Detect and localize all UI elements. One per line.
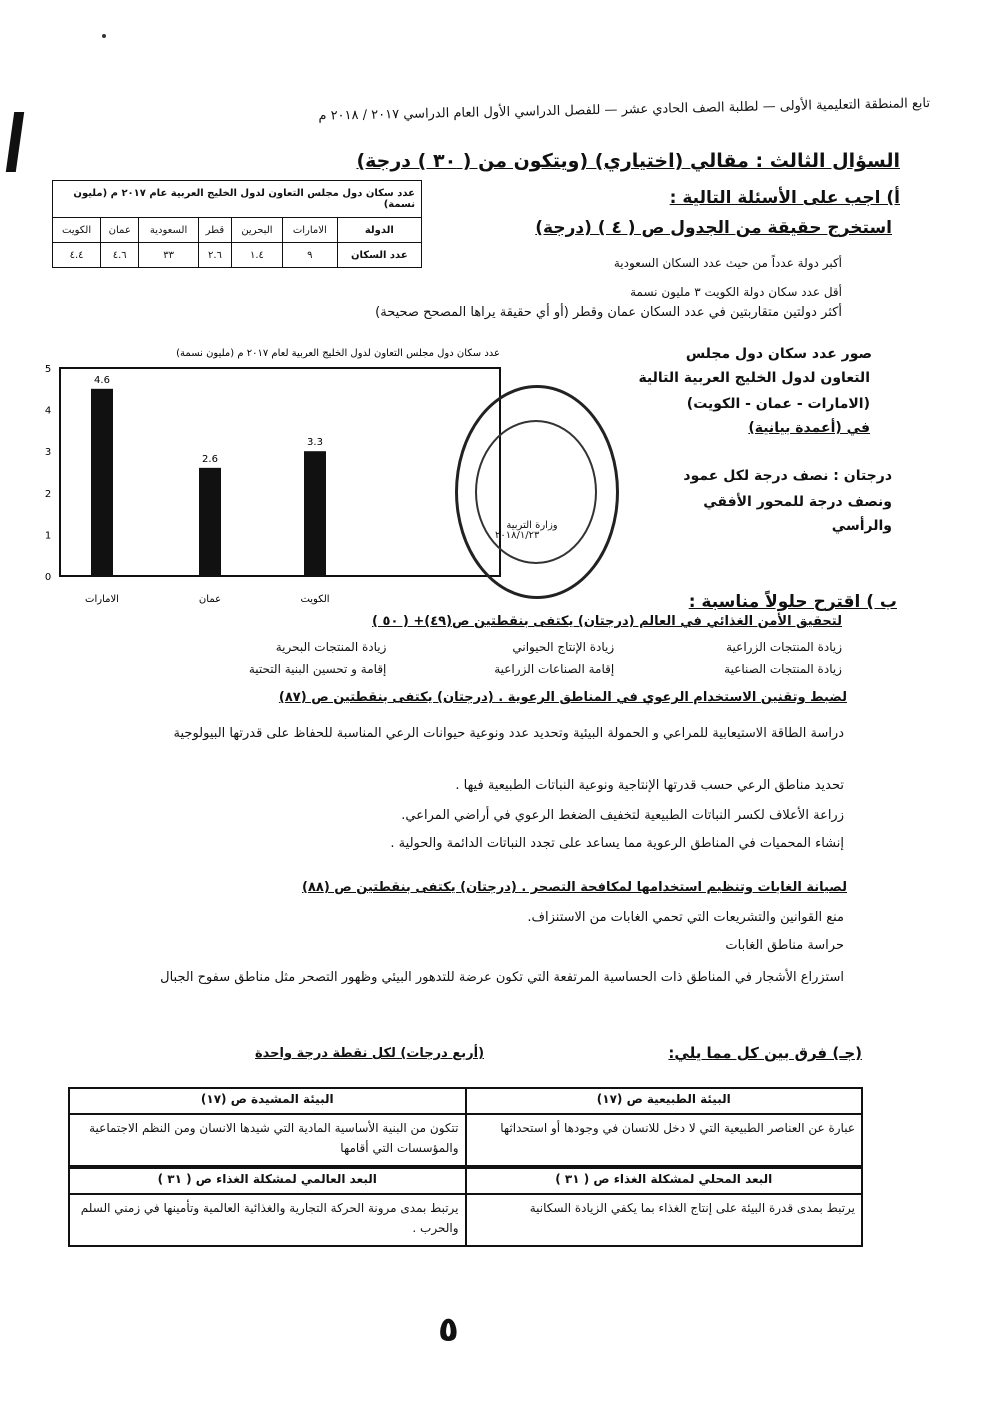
cell-head: البعد المحلي لمشكلة الغذاء ص ( ٣١ ) [466, 1167, 863, 1194]
table-col-header: الدولة [337, 218, 421, 243]
list-item: زيادة الإنتاج الحيواني [512, 640, 615, 654]
exam-header: تابع المنطقة التعليمية الأولى — لطلبة الصف الحادي عشر — للفصل الدراسي الأول العام الدراسي ٢٠١٧ / ٢٠١٨ م [318, 96, 931, 124]
stamp-inner-ring [475, 420, 597, 564]
step-4-line: في (أعمدة بيانية) [748, 420, 870, 436]
part-1-row [162, 662, 842, 676]
grade-note: ونصف درجة للمحور الأفقي [703, 494, 892, 510]
section-b-heading: ب ) اقترح حلولاً مناسبة : [688, 592, 897, 612]
question-title: السؤال الثالث : مقالي (اختياري) (ويتكون من ( ٣٠ ) درجة) [356, 150, 900, 172]
plot-frame [60, 368, 500, 576]
category-label: عمان [198, 594, 222, 605]
part-3-heading: لصيانة الغابات وتنظيم استخدامها لمكافحة التصحر . (درجتان) يكتفى بنقطتين ص (٨٨) [301, 880, 847, 895]
section-c-heading: (جـ) فرق بين كل مما يلي: [668, 1044, 862, 1062]
part-1-row [162, 640, 842, 654]
table-cell: ٩ [282, 243, 337, 268]
list-item: زيادة المنتجات الزراعية [726, 640, 842, 654]
page-number: ٥ [438, 1310, 459, 1350]
y-tick-label: 3 [44, 447, 52, 459]
answer-2: أقل عدد سكان دولة الكويت ٣ مليون نسمة [630, 285, 842, 299]
category-label: الامارات [85, 594, 119, 605]
section-a-heading: أ) اجب على الأسئلة التالية : [669, 188, 900, 208]
bar-value-label: 2.6 [202, 453, 218, 465]
stamp-date: ٢٠١٨/١/٢٣ [495, 530, 540, 541]
list-item: زيادة المنتجات البحرية [275, 640, 387, 654]
step-4-line: التعاون لدول الخليج العربية التالية [638, 370, 870, 386]
bar-value-label: 4.6 [94, 374, 110, 386]
chart-bar [91, 389, 113, 576]
table-cell: ٤.٦ [101, 243, 139, 268]
table-col-header: السعودية [139, 218, 199, 243]
grade-note: درجتان : نصف درجة لكل عمود [683, 468, 892, 484]
category-label: الكويت [300, 594, 330, 605]
step-4-line: صور عدد سكان دول مجلس [685, 346, 872, 362]
corner-mark [6, 112, 24, 172]
y-tick-label: 0 [44, 572, 52, 583]
part-1-heading: لتحقيق الأمن الغذائي في العالم (درجتان) يكتفى بنقطتين ص(٤٩)+ ( ٥٠ ) [372, 614, 842, 629]
table-cell: ١.٤ [231, 243, 282, 268]
table-col-header: عمان [101, 218, 139, 243]
table-col-header: الكويت [53, 218, 101, 243]
cell-body: عبارة عن العناصر الطبيعية التي لا دخل للانسان في وجودها أو استحداثها [466, 1114, 863, 1167]
table-cell: ٤.٤ [53, 243, 101, 268]
list-item: استزراع الأشجار في المناطق ذات الحساسية المرتفعة التي تكون عرضة للتدهور البيئي وظهور التصحر مثل مناطق سفوح الجبال [160, 970, 844, 985]
answer-3: أكثر دولتين متقاربتين في عدد السكان عمان وقطر (أو أي حقيقة يراها المصحح صحيحة) [375, 305, 842, 320]
cell-head: البيئة المشيدة ص (١٧) [69, 1088, 466, 1114]
table-col-header: البحرين [231, 218, 282, 243]
table-row-label: عدد السكان [337, 243, 421, 268]
y-tick-label: 5 [44, 364, 52, 375]
table-col-header: الامارات [282, 218, 337, 243]
cell-head: البعد العالمي لمشكلة الغذاء ص ( ٣١ ) [69, 1167, 466, 1194]
chart-title: عدد سكان دول مجلس التعاون لدول الخليج العربية لعام ٢٠١٧ م (مليون نسمة) [176, 348, 500, 359]
answer-1: أكبر دولة عدداً من حيث عدد السكان السعودية [613, 256, 842, 270]
list-item: زيادة المنتجات الصناعية [724, 662, 842, 676]
list-item: إقامة و تحسين البنية التحتية [248, 662, 387, 676]
y-tick-label: 2 [44, 488, 52, 500]
list-item: دراسة الطاقة الاستيعابية للمراعي و الحمولة البيئية وتحديد عدد ونوعية حيوانات الرعي المناسبة للحفاظ على قدرتها البيولوجية [173, 726, 844, 741]
grade-note: والرأسي [831, 518, 892, 534]
part-2-heading: لضبط وتقنين الاستخدام الرعوي في المناطق الرعوية . (درجتان) يكتفى بنقطتين ص (٨٧) [278, 690, 847, 705]
population-table [52, 180, 422, 268]
list-item: إنشاء المحميات في المناطق الرعوية مما يساعد على تجدد النباتات الدائمة والحولية . [390, 836, 844, 851]
speck [102, 34, 106, 38]
stamp-text: وزارة التربية [506, 520, 558, 531]
chart-bar [199, 468, 221, 576]
comparison-table [68, 1087, 863, 1247]
section-c-grade: (أربع درجات) لكل نقطة درجة واحدة [255, 1046, 485, 1061]
question-1: استخرج حقيقة من الجدول ص ( ٤ ) (درجة) [535, 218, 892, 238]
table-cell: ٣٣ [139, 243, 199, 268]
cell-body: يرتبط بمدى قدرة البيئة على إنتاج الغذاء بما يكفي الزيادة السكانية [466, 1194, 863, 1246]
table-title: عدد سكان دول مجلس التعاون لدول الخليج العربية عام ٢٠١٧ م (مليون نسمة) [53, 181, 422, 218]
cell-body: تتكون من البنية الأساسية المادية التي شيدها الانسان ومن النظم الاجتماعية والمؤسسات التي أقامها [69, 1114, 466, 1167]
list-item: إقامة الصناعات الزراعية [494, 662, 615, 676]
table-cell: ٢.٦ [198, 243, 231, 268]
step-4-line: (الامارات - عمان - الكويت) [686, 396, 870, 412]
population-bar-chart [40, 340, 510, 610]
y-tick-label: 4 [44, 405, 52, 417]
list-item: منع القوانين والتشريعات التي تحمي الغابات من الاستنزاف. [527, 910, 844, 925]
list-item: تحديد مناطق الرعي حسب قدرتها الإنتاجية ونوعية النباتات الطبيعية فيها . [455, 778, 844, 793]
chart-bar [304, 451, 326, 576]
cell-body: يرتبط بمدى مرونة الحركة التجارية والغذائية العالمية وتأمينها في زمني السلم والحرب . [69, 1194, 466, 1246]
y-tick-label: 1 [44, 530, 52, 542]
list-item: زراعة الأعلاف لكسر النباتات الطبيعية لتخفيف الضغط الرعوي في أراضي المراعي. [401, 808, 844, 823]
cell-head: البيئة الطبيعية ص (١٧) [466, 1088, 863, 1114]
bar-value-label: 3.3 [307, 437, 323, 449]
table-col-header: قطر [198, 218, 231, 243]
list-item: حراسة مناطق الغابات [725, 938, 844, 953]
